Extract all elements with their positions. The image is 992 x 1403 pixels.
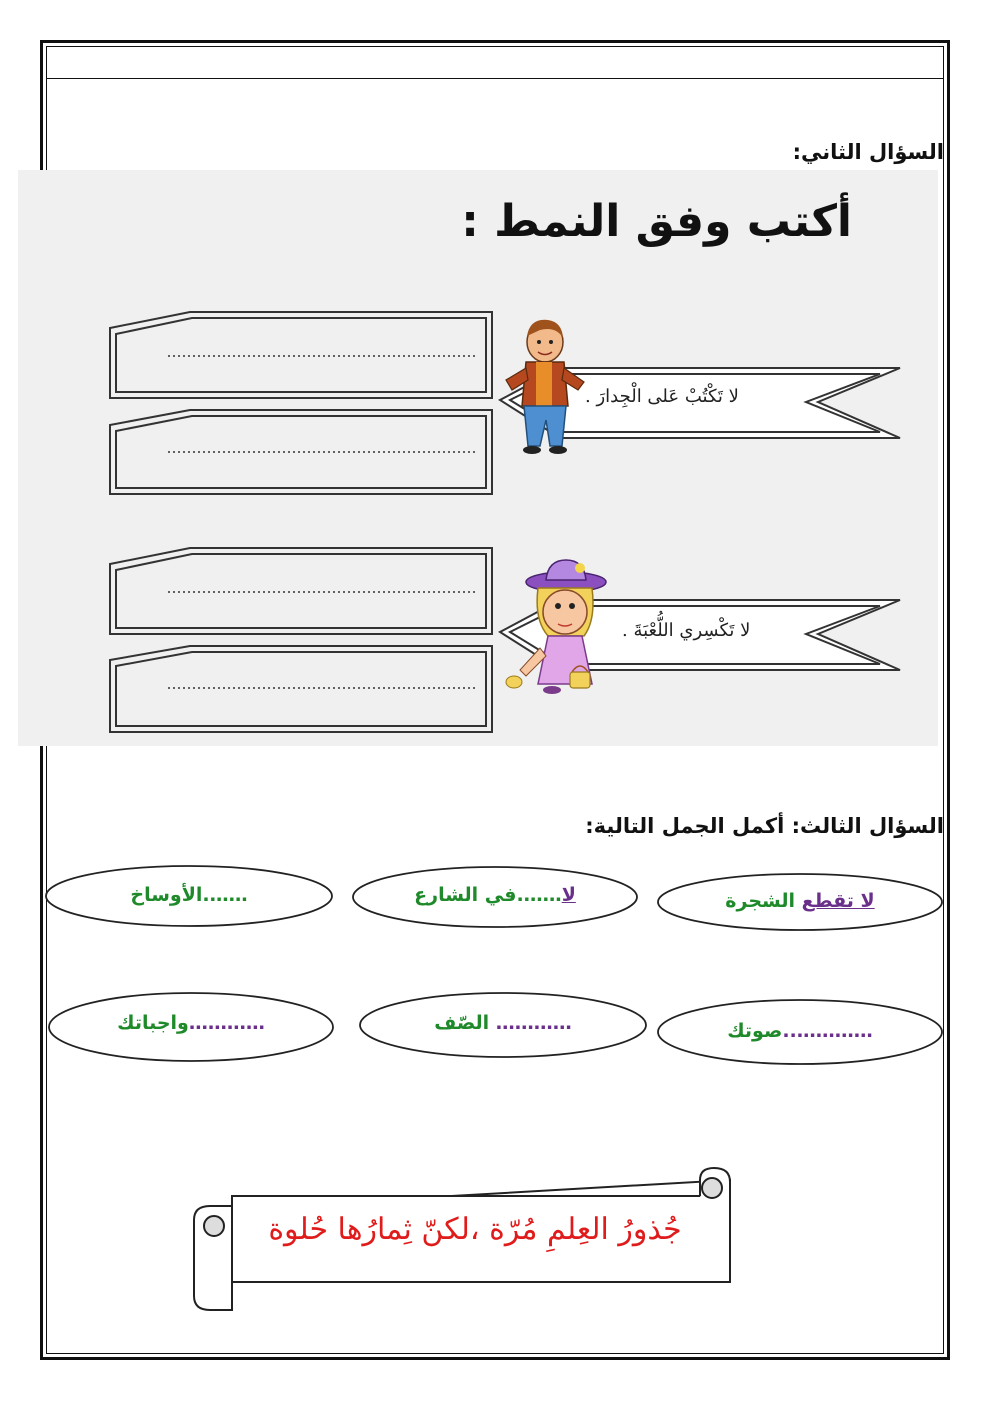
oval-sentence-2-3 xyxy=(49,1012,333,1034)
oval-prefix: لا تقطع xyxy=(801,890,875,912)
question-3-title: السؤال الثالث: أكمل الجمل التالية: xyxy=(585,814,944,838)
oval-rest: واجباتك xyxy=(117,1012,189,1034)
example-sentence-1: لا تَكْتُبْ عَلى الْجِدارَ . xyxy=(585,386,739,407)
answer-box-1 xyxy=(110,312,492,398)
oval-dots: ………….. xyxy=(782,1020,873,1042)
oval-rest: …….في الشارع xyxy=(414,884,562,906)
oval-dots: ………… xyxy=(188,1012,265,1034)
oval-sentence-1-2 xyxy=(353,884,637,906)
answer-box-3 xyxy=(110,548,492,634)
proverb-text: جُذورُ العِلمِ مُرّة ،لكنّ ثِمارُها حُلوة xyxy=(268,1212,682,1247)
oval-rest: الشجرة xyxy=(725,890,802,912)
answer-dotted-lines xyxy=(168,356,476,688)
oval-rest: صوتك xyxy=(727,1020,783,1042)
answer-box-4 xyxy=(110,646,492,732)
oval-sentence-2-1 xyxy=(658,1020,942,1042)
exercise-heading: أكتب وفق النمط : xyxy=(461,196,852,247)
oval-sentence-1-1 xyxy=(658,890,942,912)
oval-sentence-1-3 xyxy=(47,884,331,906)
oval-rest: …….الأوساخ xyxy=(130,884,248,906)
oval-sentence-2-2 xyxy=(361,1012,645,1034)
oval-prefix: لا xyxy=(561,884,576,906)
question-2-title: السؤال الثاني: xyxy=(792,140,944,164)
oval-dots: ………… xyxy=(489,1012,572,1034)
example-sentence-2: لا تَكْسِري اللُّعْبَةَ . xyxy=(622,620,751,641)
oval-rest: الصّف xyxy=(434,1012,490,1034)
